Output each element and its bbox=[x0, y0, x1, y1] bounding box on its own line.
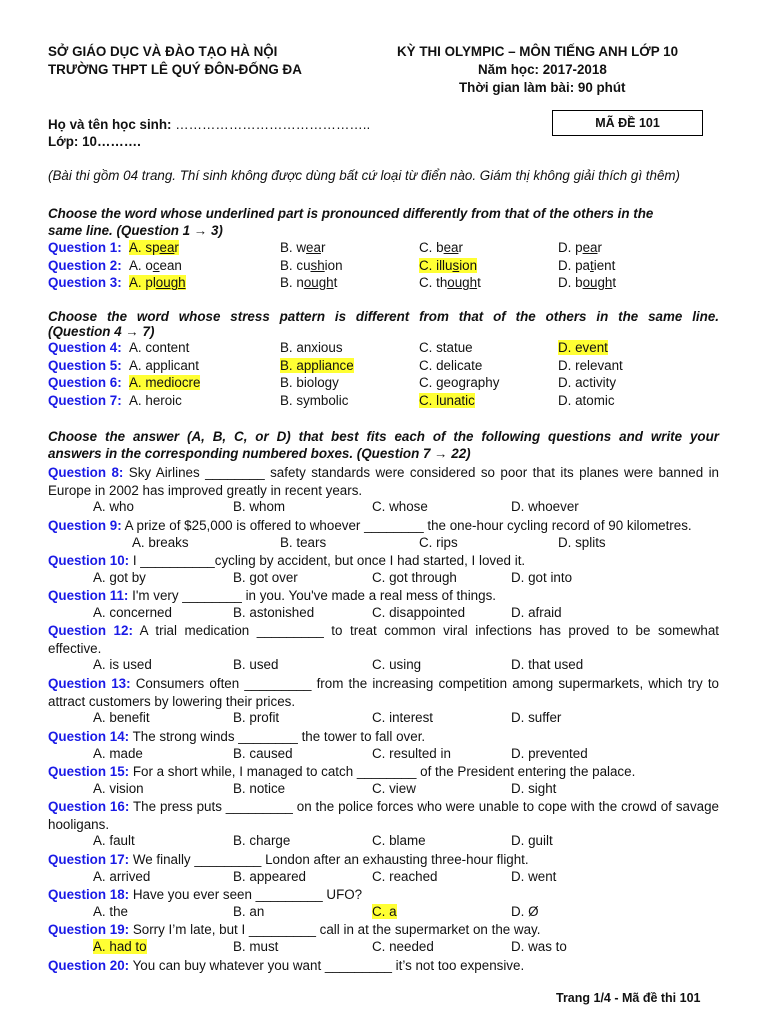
option-b bbox=[280, 275, 337, 290]
question-label: Question 5: bbox=[48, 358, 122, 373]
question-item bbox=[48, 464, 719, 499]
option-word-start: D. b bbox=[558, 275, 583, 290]
option-a-text bbox=[129, 240, 179, 255]
arrow-icon: → bbox=[125, 324, 139, 339]
question-text: For a short while, I managed to catch ________ of the President entering the palace. bbox=[129, 764, 636, 779]
option-a bbox=[93, 570, 146, 585]
option-c bbox=[419, 275, 481, 290]
underlined-part: ough bbox=[303, 275, 334, 290]
option-a-text: A. got by bbox=[93, 569, 146, 585]
option-d-text: D. whoever bbox=[511, 499, 579, 515]
underlined-part: ough bbox=[582, 275, 613, 290]
underlined-part: ea bbox=[159, 240, 175, 255]
option-b-text: B. got over bbox=[233, 569, 298, 585]
exam-note: (Bài thi gồm 04 trang. Thí sinh không được dùng bất cứ loại từ điển nào. Giám thị không giải thích gì thêm) bbox=[48, 168, 681, 183]
option-a bbox=[132, 535, 189, 550]
question-item bbox=[48, 921, 719, 939]
option-a-text: A. breaks bbox=[132, 534, 189, 550]
question-label: Question 20: bbox=[48, 958, 130, 973]
option-a-text: A. who bbox=[93, 499, 134, 515]
option-b bbox=[280, 535, 326, 550]
option-a-text: A. made bbox=[93, 745, 143, 761]
question-text: Sky Airlines ________ safety standards were considered so poor that its planes were banned in Europe in 2002 has improved greatly in recent years. bbox=[48, 465, 719, 498]
option-a bbox=[93, 904, 128, 919]
option-a-text: A. arrived bbox=[93, 868, 151, 884]
question-label: Question 3: bbox=[48, 275, 122, 290]
option-d bbox=[511, 833, 553, 848]
option-d bbox=[511, 710, 561, 725]
question-label: Question 4: bbox=[48, 340, 122, 355]
option-c bbox=[372, 710, 433, 725]
option-b-text: B. an bbox=[233, 903, 265, 919]
option-d-text: D. atomic bbox=[558, 393, 615, 408]
question-label: Question 9: bbox=[48, 518, 122, 533]
option-a-text: A. benefit bbox=[93, 710, 150, 726]
question-label: Question 19: bbox=[48, 922, 130, 937]
option-b-text: B. biology bbox=[280, 375, 339, 390]
exam-title: KỲ THI OLYMPIC – MÔN TIẾNG ANH LỚP 10 bbox=[397, 44, 679, 59]
option-b bbox=[280, 393, 348, 408]
arrow-icon: → bbox=[434, 446, 448, 461]
option-c bbox=[372, 939, 434, 954]
option-a bbox=[93, 746, 143, 761]
option-d-text: D. prevented bbox=[511, 745, 588, 761]
question-text: I __________cycling by accident, but once I had started, I loved it. bbox=[129, 553, 526, 568]
option-word-start: B. w bbox=[280, 240, 307, 255]
option-b bbox=[233, 869, 306, 884]
student-class-line bbox=[48, 134, 141, 149]
option-c-text: C. delicate bbox=[419, 358, 483, 373]
option-word-end: t bbox=[333, 275, 338, 290]
option-b bbox=[233, 499, 285, 514]
question-item bbox=[48, 675, 719, 710]
option-a-text: A. fault bbox=[93, 833, 135, 849]
option-c bbox=[372, 657, 421, 672]
option-word-end: ean bbox=[159, 258, 182, 273]
student-class-label: Lớp: bbox=[48, 134, 79, 149]
student-name-label: Họ và tên học sinh: bbox=[48, 117, 172, 132]
option-b-text: B. symbolic bbox=[280, 393, 349, 408]
option-word-start: A. pl bbox=[129, 275, 156, 290]
option-a bbox=[93, 657, 152, 672]
section3-instruction: Choose the answer (A, B, C, or D) that best fits each of the following questions and write your bbox=[48, 429, 719, 444]
question-text: I'm very ________ in you. You've made a real mess of things. bbox=[128, 588, 496, 603]
underlined-part: ough bbox=[447, 275, 478, 290]
option-b bbox=[280, 358, 354, 373]
option-b-text: B. whom bbox=[233, 499, 286, 515]
option-a bbox=[129, 393, 182, 408]
option-b-text bbox=[280, 275, 337, 290]
question-label: Question 8: bbox=[48, 465, 124, 480]
option-d-text: D. suffer bbox=[511, 710, 562, 726]
option-c bbox=[372, 869, 438, 884]
option-d-text: D. got into bbox=[511, 569, 573, 585]
question-label: Question 17: bbox=[48, 852, 130, 867]
option-b bbox=[233, 833, 290, 848]
question-item bbox=[48, 798, 719, 833]
option-c bbox=[372, 904, 397, 919]
option-d bbox=[558, 393, 615, 408]
question-label: Question 10: bbox=[48, 553, 130, 568]
question-text: The press puts _________ on the police forces who were unable to cope with the crowd of savage hooligans. bbox=[48, 799, 719, 832]
option-word-end: ient bbox=[593, 258, 616, 273]
option-word-end: r bbox=[174, 240, 179, 255]
school-department: SỞ GIÁO DỤC VÀ ĐÀO TẠO HÀ NỘI bbox=[48, 44, 278, 59]
option-b bbox=[280, 258, 343, 273]
option-word-start: A. o bbox=[129, 258, 153, 273]
option-a-text bbox=[129, 258, 182, 273]
option-word-end: t bbox=[477, 275, 481, 290]
option-b-text: B. tears bbox=[280, 534, 327, 550]
option-b bbox=[233, 781, 285, 796]
section1-instruction-cont: same line. (Question 1 → 3) bbox=[48, 223, 223, 238]
question-text: You can buy whatever you want _________ it’s not too expensive. bbox=[129, 958, 525, 973]
option-a bbox=[93, 499, 134, 514]
question-text: Have you ever seen _________ UFO? bbox=[129, 887, 363, 902]
question-item bbox=[48, 587, 719, 605]
option-word-end: t bbox=[612, 275, 617, 290]
option-b-text bbox=[280, 240, 325, 255]
option-c-text bbox=[419, 258, 477, 273]
underlined-part: c bbox=[152, 258, 160, 273]
school-name: TRƯỜNG THPT LÊ QUÝ ĐÔN-ĐỐNG ĐA bbox=[48, 62, 302, 77]
option-a-text: A. vision bbox=[93, 780, 144, 796]
option-c bbox=[372, 833, 426, 848]
student-name-line bbox=[48, 117, 370, 132]
option-c-text bbox=[419, 275, 481, 290]
option-b-text: B. anxious bbox=[280, 340, 343, 355]
option-d-text: D. afraid bbox=[511, 604, 562, 620]
option-c bbox=[372, 605, 465, 620]
option-a bbox=[129, 358, 199, 373]
option-a-text: A. heroic bbox=[129, 393, 182, 408]
option-d-text: D. relevant bbox=[558, 358, 623, 373]
question-text: The strong winds ________ the tower to fall over. bbox=[129, 729, 426, 744]
option-d-text: D. splits bbox=[558, 534, 606, 550]
exam-code-box: MÃ ĐỀ 101 bbox=[552, 110, 703, 136]
question-text: We finally _________ London after an exhausting three-hour flight. bbox=[129, 852, 529, 867]
option-a-text: A. is used bbox=[93, 657, 152, 673]
arrow-icon: → bbox=[193, 223, 208, 238]
section1-instruction: Choose the word whose underlined part is pronounced differently from that of the others in the bbox=[48, 206, 654, 221]
option-b-text: B. profit bbox=[233, 710, 280, 726]
option-c-text: C. disappointed bbox=[372, 604, 466, 620]
option-c bbox=[372, 781, 416, 796]
question-label: Question 14: bbox=[48, 729, 130, 744]
option-b bbox=[233, 657, 278, 672]
option-d-text: D. that used bbox=[511, 657, 584, 673]
option-d-text bbox=[558, 240, 602, 255]
option-d bbox=[511, 746, 588, 761]
option-a-text bbox=[129, 275, 186, 290]
option-a bbox=[93, 869, 150, 884]
option-a-text: A. content bbox=[129, 340, 190, 355]
question-label: Question 2: bbox=[48, 258, 122, 273]
option-word-start: A. sp bbox=[129, 240, 160, 255]
option-d-text: D. went bbox=[511, 868, 557, 884]
student-class-value: 10………. bbox=[82, 134, 141, 149]
option-a-text: A. applicant bbox=[129, 358, 199, 373]
question-text: Consumers often _________ from the increasing competition among supermarkets, which try to attract customers by lowering their prices. bbox=[48, 676, 719, 709]
question-label: Question 11: bbox=[48, 588, 129, 603]
option-c bbox=[419, 535, 458, 550]
option-c-text: C. lunatic bbox=[419, 393, 475, 408]
question-label: Question 6: bbox=[48, 375, 122, 390]
question-label: Question 18: bbox=[48, 887, 130, 902]
option-b bbox=[233, 904, 264, 919]
question-label: Question 7: bbox=[48, 393, 122, 408]
option-c-text: C. needed bbox=[372, 938, 434, 954]
question-item bbox=[48, 552, 719, 570]
section3-instruction-cont: answers in the corresponding numbered boxes. (Question 7 → 22) bbox=[48, 446, 471, 461]
question-item bbox=[48, 886, 719, 904]
option-word-start: B. n bbox=[280, 275, 304, 290]
option-a bbox=[93, 605, 172, 620]
student-name-dots: …………………………………….. bbox=[175, 117, 371, 132]
option-d bbox=[511, 499, 579, 514]
underlined-part: sh bbox=[310, 258, 325, 273]
option-b bbox=[233, 939, 278, 954]
option-d-text: D. event bbox=[558, 340, 608, 355]
option-d bbox=[511, 781, 556, 796]
option-word-end: ion bbox=[324, 258, 343, 273]
option-c bbox=[419, 393, 475, 408]
option-c bbox=[372, 499, 428, 514]
exam-duration: Thời gian làm bài: 90 phút bbox=[459, 80, 626, 95]
option-a bbox=[129, 258, 182, 273]
option-c-text: C. blame bbox=[372, 833, 426, 849]
option-word-start: B. cu bbox=[280, 258, 311, 273]
option-c bbox=[419, 375, 499, 390]
option-a bbox=[93, 939, 147, 954]
option-a bbox=[93, 833, 135, 848]
option-c bbox=[419, 258, 477, 273]
option-c-text: C. using bbox=[372, 657, 422, 673]
option-b-text bbox=[280, 258, 343, 273]
option-c-text: C. rips bbox=[419, 534, 458, 550]
option-c-text: C. reached bbox=[372, 868, 438, 884]
question-item bbox=[48, 622, 719, 657]
question-item bbox=[48, 728, 719, 746]
option-b bbox=[280, 375, 339, 390]
option-b-text: B. notice bbox=[233, 780, 286, 796]
option-word-end: r bbox=[320, 240, 326, 255]
option-b bbox=[233, 710, 279, 725]
option-c-text: C. geography bbox=[419, 375, 500, 390]
option-word-end: ion bbox=[459, 258, 478, 273]
option-word-start: C. th bbox=[419, 275, 448, 290]
option-d bbox=[558, 275, 616, 290]
option-word-start: C. illu bbox=[419, 258, 453, 273]
option-c-text: C. statue bbox=[419, 340, 473, 355]
option-d-text: D. sight bbox=[511, 780, 557, 796]
underlined-part: s bbox=[452, 258, 460, 273]
option-d bbox=[558, 258, 615, 273]
option-c-text: C. whose bbox=[372, 499, 428, 515]
option-d bbox=[511, 657, 583, 672]
question-text: A prize of $25,000 is offered to whoever ________ the one-hour cycling record of 90 kilometres. bbox=[121, 518, 692, 533]
option-a bbox=[93, 781, 144, 796]
option-c-text: C. interest bbox=[372, 710, 434, 726]
option-d bbox=[558, 240, 602, 255]
option-c bbox=[419, 358, 482, 373]
option-a-text: A. mediocre bbox=[129, 375, 201, 390]
option-c-text: C. got through bbox=[372, 569, 457, 585]
section2-instruction-cont: (Question 4 → 7) bbox=[48, 324, 155, 339]
underlined-part: t bbox=[590, 258, 594, 273]
option-word-start: C. b bbox=[419, 240, 444, 255]
option-a bbox=[129, 240, 179, 255]
question-item bbox=[48, 851, 719, 869]
option-c-text bbox=[419, 240, 463, 255]
underlined-part: ough bbox=[155, 275, 186, 290]
option-b-text: B. charge bbox=[233, 833, 291, 849]
option-word-start: D. pa bbox=[558, 258, 591, 273]
option-c bbox=[419, 340, 473, 355]
option-a bbox=[93, 710, 150, 725]
question-item bbox=[48, 957, 719, 975]
question-label: Question 13: bbox=[48, 676, 131, 691]
page-footer: Trang 1/4 - Mã đề thi 101 bbox=[556, 991, 701, 1005]
option-a-text: A. the bbox=[93, 903, 128, 919]
option-d bbox=[511, 570, 572, 585]
option-d-text: D. Ø bbox=[511, 903, 539, 919]
option-c-text: C. resulted in bbox=[372, 745, 451, 761]
option-c bbox=[419, 240, 463, 255]
option-b bbox=[280, 240, 325, 255]
underlined-part: ea bbox=[443, 240, 459, 255]
option-d bbox=[511, 939, 567, 954]
question-label: Question 15: bbox=[48, 764, 130, 779]
option-a-text: A. had to bbox=[93, 938, 147, 954]
option-d-text bbox=[558, 258, 615, 273]
option-b-text: B. appliance bbox=[280, 358, 354, 373]
option-a bbox=[129, 275, 186, 290]
option-b bbox=[233, 570, 298, 585]
option-d-text: D. activity bbox=[558, 375, 617, 390]
option-b bbox=[280, 340, 343, 355]
option-word-start: D. p bbox=[558, 240, 583, 255]
option-d bbox=[558, 358, 623, 373]
question-label: Question 12: bbox=[48, 623, 133, 638]
option-a bbox=[129, 375, 200, 390]
question-label: Question 1: bbox=[48, 240, 122, 255]
question-item bbox=[48, 763, 719, 781]
section2-instruction: Choose the word whose stress pattern is different from that of the others in the same line. bbox=[48, 309, 719, 324]
option-d bbox=[558, 375, 616, 390]
option-word-end: r bbox=[597, 240, 602, 255]
option-a bbox=[129, 340, 189, 355]
option-d bbox=[511, 869, 556, 884]
option-d bbox=[511, 605, 562, 620]
question-text: A trial medication _________ to treat common viral infections has proved to be somewhat effective. bbox=[48, 623, 719, 656]
question-label: Question 16: bbox=[48, 799, 130, 814]
option-b-text: B. appeared bbox=[233, 868, 306, 884]
option-c-text: C. view bbox=[372, 780, 416, 796]
option-d-text bbox=[558, 275, 616, 290]
option-b-text: B. must bbox=[233, 938, 279, 954]
underlined-part: ea bbox=[306, 240, 321, 255]
option-b-text: B. caused bbox=[233, 745, 293, 761]
option-d-text: D. guilt bbox=[511, 833, 553, 849]
school-year: Năm học: 2017-2018 bbox=[478, 62, 607, 77]
option-d-text: D. was to bbox=[511, 938, 567, 954]
option-b bbox=[233, 746, 293, 761]
option-b-text: B. astonished bbox=[233, 604, 315, 620]
option-d bbox=[511, 904, 539, 919]
option-b-text: B. used bbox=[233, 657, 279, 673]
option-word-end: r bbox=[458, 240, 463, 255]
question-text: Sorry I’m late, but I _________ call in at the supermarket on the way. bbox=[129, 922, 541, 937]
option-b bbox=[233, 605, 314, 620]
underlined-part: ea bbox=[582, 240, 598, 255]
option-c bbox=[372, 570, 457, 585]
option-a-text: A. concerned bbox=[93, 604, 172, 620]
option-d bbox=[558, 535, 606, 550]
option-d bbox=[558, 340, 608, 355]
option-c bbox=[372, 746, 451, 761]
option-c-text: C. a bbox=[372, 903, 397, 919]
